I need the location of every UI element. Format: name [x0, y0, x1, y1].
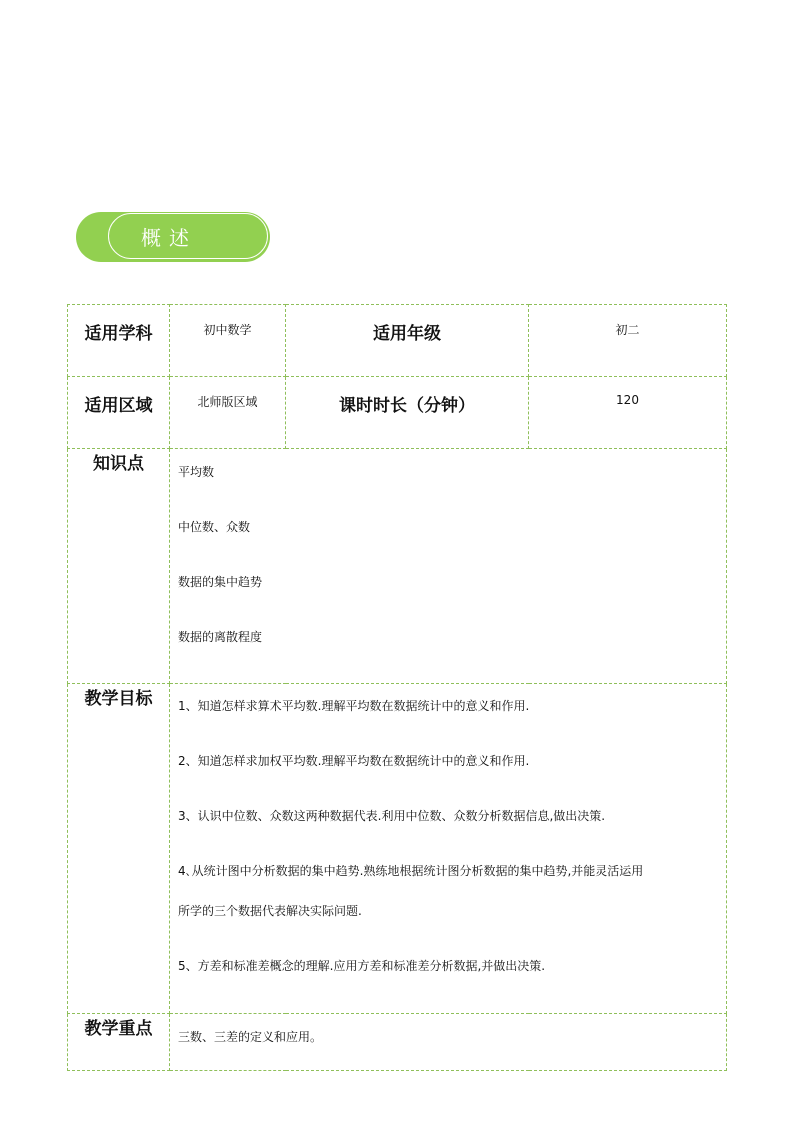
- table-row: [68, 305, 727, 377]
- region-value: 北师版区域: [170, 377, 286, 449]
- grade-value: 初二: [529, 305, 727, 377]
- grade-label: 适用年级: [286, 305, 529, 377]
- region-label: 适用区域: [68, 377, 170, 449]
- key-points-value: 三数、三差的定义和应用。: [170, 1014, 727, 1071]
- goal-item: 3、认识中位数、众数这两种数据代表.利用中位数、众数分析数据信息,做出决策.: [178, 809, 606, 823]
- section-title: 概述: [141, 225, 197, 250]
- goals-cell: [170, 684, 727, 1014]
- goal-item: [178, 863, 718, 919]
- duration-value: 120: [529, 377, 727, 449]
- knowledge-item: 数据的离散程度: [178, 630, 263, 644]
- subject-value: 初中数学: [170, 305, 286, 377]
- key-points-label: 教学重点: [68, 1014, 170, 1071]
- knowledge-cell: [170, 449, 727, 684]
- goal-item: 5、方差和标准差概念的理解.应用方差和标准差分析数据,并做出决策.: [178, 959, 546, 973]
- goal-item: 2、知道怎样求加权平均数.理解平均数在数据统计中的意义和作用.: [178, 754, 530, 768]
- table-row: [68, 684, 727, 1014]
- knowledge-label: 知识点: [68, 449, 170, 684]
- subject-label: 适用学科: [68, 305, 170, 377]
- banner-pill-front: [108, 213, 268, 259]
- knowledge-item: 平均数: [178, 465, 215, 479]
- knowledge-item: 数据的集中趋势: [178, 575, 263, 589]
- section-banner: [76, 212, 270, 262]
- table-row: [68, 449, 727, 684]
- duration-label: 课时时长（分钟）: [286, 377, 529, 449]
- goals-label: 教学目标: [68, 684, 170, 1014]
- goal-line: 所学的三个数据代表解决实际问题.: [178, 904, 362, 918]
- goal-item: 1、知道怎样求算术平均数.理解平均数在数据统计中的意义和作用.: [178, 699, 530, 713]
- knowledge-item: 中位数、众数: [178, 520, 251, 534]
- table-row: [68, 377, 727, 449]
- table-row: [68, 1014, 727, 1071]
- goal-line: 4､从统计图中分析数据的集中趋势.熟练地根据统计图分析数据的集中趋势,并能灵活运用: [178, 864, 644, 878]
- course-info-table: [67, 304, 727, 1071]
